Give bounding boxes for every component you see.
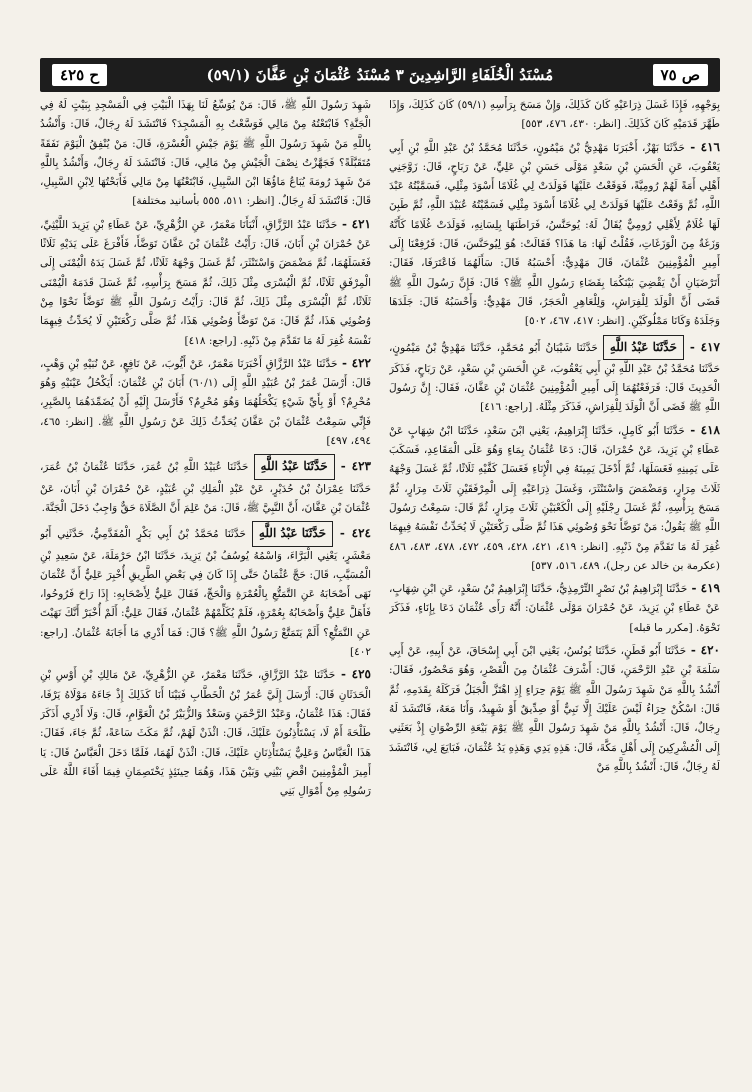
hadith-paragraph bbox=[40, 215, 371, 351]
page-header bbox=[40, 58, 720, 92]
hadith-heading-box: حَدَّثَنَا عَبْدُ اللَّهِ bbox=[603, 335, 684, 360]
hadith-text: حَدَّثَنَا مُحَمَّدُ بْنُ أَبِي بَكْرٍ الْمُقَدَّمِيُّ، حَدَّثَنِي أَبُو مَعْشَرٍ، يَعْنِي الْبَرَّاءَ، وَاسْمُهُ يُوسُفُ بْنُ يَزِيدَ، حَدَّثَنَا ابْنُ حَرْمَلَةَ، عَنْ سَعِيدِ بْنِ الْمُسَيَّبِ، قَالَ: حَجَّ عُثْمَانُ حَتَّى إِذَا كَانَ فِي بَعْضِ الطَّرِيقِ أُخْبِرَ عَلِيٌّ أَنَّ عُثْمَانَ نَهَى أَصْحَابَهُ عَنِ التَّمَتُّعِ بِالْعُمْرَةِ وَالْحَجِّ، فَقَالَ عَلِيٌّ لِأَصْحَابِهِ: إِذَا رَاحَ فَرُوحُوا، فَأَهَلَّ عَلِيٌّ وَأَصْحَابُهُ بِعُمْرَةٍ، فَلَمْ يُكَلِّمْهُمْ عُثْمَانُ، فَقَالَ عَلِيٌّ: أَلَمْ أُخْبَرْ أَنَّكَ نَهَيْتَ عَنِ التَّمَتُّعِ؟ أَلَمْ يَتَمَتَّعْ رَسُولُ اللَّهِ ﷺ؟ قَالَ: فَمَا أَدْرِي مَا أَجَابَهُ عُثْمَانُ. [راجع: ٤٠٢] bbox=[40, 528, 371, 659]
hadith-number: ٤٢١ - bbox=[337, 216, 371, 231]
hadith-paragraph bbox=[40, 665, 371, 801]
hadith-range-left: ح ٤٢٥ bbox=[52, 64, 107, 86]
hadith-paragraph bbox=[40, 96, 371, 212]
hadith-text: حَدَّثَنَا عُبَيْدُ اللَّهِ بْنُ عُمَرَ، حَدَّثَنَا عُثْمَانُ بْنُ عُمَرَ، حَدَّثَنَا عِمْرَانُ بْنُ حُدَيْرٍ، عَنْ عَبْدِ الْمَلِكِ بْنِ عُبَيْدٍ، عَنْ حُمْرَانَ بْنِ أَبَانَ، عَنْ عُثْمَانَ بْنِ عَفَّانَ، أَنَّ النَّبِيَّ ﷺ، قَالَ: مَنْ عَلِمَ أَنَّ الصَّلَاةَ حَقٌّ وَاجِبٌ دَخَلَ الْجَنَّةَ. bbox=[40, 461, 371, 514]
hadith-paragraph bbox=[389, 335, 720, 418]
hadith-number: ٤١٧ - bbox=[683, 339, 720, 354]
hadith-heading-box: حَدَّثَنَا عَبْدُ اللَّهِ bbox=[252, 521, 333, 546]
hadith-number: ٤٢٣ - bbox=[334, 459, 371, 474]
hadith-text: حَدَّثَنَا إِبْرَاهِيمُ بْنُ نَصْرٍ التِّرْمِذِيُّ، حَدَّثَنَا إِبْرَاهِيمُ بْنُ سَعْدٍ، عَنِ ابْنِ شِهَابٍ، عَنْ عَطَاءِ بْنِ يَزِيدَ، عَنْ حُمْرَانَ مَوْلَى عُثْمَانَ: أَنَّهُ رَأَى عُثْمَانَ دَعَا بِإِنَاءٍ، فَذَكَرَ نَحْوَهُ. [مكرر ما قبله] bbox=[389, 583, 720, 634]
hadith-number: ٤١٦ - bbox=[684, 139, 720, 154]
hadith-text: شَهِدَ رَسُولَ اللَّهِ ﷺ، قَالَ: مَنْ يُوَسِّعُ لَنَا بِهَذَا الْبَيْتِ فِي الْمَسْجِدِ بِبَيْتٍ لَهُ فِي الْجَنَّةِ؟ فَابْتَعْتُهُ مِنْ مَالِي فَوَسَّعْتُ بِهِ الْمَسْجِدَ؟ فَانْتَشَدَ لَهُ رِجَالٌ، قَالَ: وَأَنْشُدُ بِاللَّهِ مَنْ شَهِدَ رَسُولَ اللَّهِ ﷺ يَوْمَ جَيْشِ الْعُسْرَةِ، قَالَ: مَنْ يُنْفِقُ الْيَوْمَ نَفَقَةً مُتَقَبَّلَةً؟ فَجَهَّزْتُ نِصْفَ الْجَيْشِ مِنْ مَالِي، قَالَ: فَانْتَشَدَ لَهُ رِجَالٌ، وَأَنْشُدُ بِاللَّهِ مَنْ شَهِدَ رُومَةَ يُبَاعُ مَاؤُهَا ابْنَ السَّبِيلِ، فَابْتَعْتُهَا مِنْ مَالِي فَأَبَحْتُهَا لِابْنِ السَّبِيلِ، قَالَ: فَانْتَشَدَ لَهُ رِجَالٌ. [انظر: ٥١١، ٥٥٥ بأسانيد مختلفة] bbox=[40, 99, 371, 208]
hadith-number: ٤٢٤ - bbox=[333, 526, 371, 541]
hadith-paragraph bbox=[389, 579, 720, 638]
hadith-text: حَدَّثَنَا عَبْدُ الرَّزَّاقِ، حَدَّثَنَا مَعْمَرٌ، عَنِ الزُّهْرِيِّ، عَنْ مَالِكِ بْنِ أَوْسِ بْنِ الْحَدَثَانِ قَالَ: أَرْسَلَ إِلَيَّ عُمَرُ بْنُ الْخَطَّابِ فَبَيْنَا أَنَا كَذَلِكَ إِذْ جَاءَهُ مَوْلَاهُ يَرْفَا، فَقَالَ: هَذَا عُثْمَانُ، وَعَبْدُ الرَّحْمَنِ وَسَعْدٌ وَالزُّبَيْرُ بْنُ الْعَوَّامِ، قَالَ: وَلَا أَدْرِي أَذَكَرَ طَلْحَةَ أَمْ لَا، يَسْتَأْذِنُونَ عَلَيْكَ، قَالَ: ائْذَنْ لَهُمْ، ثُمَّ مَكَثَ سَاعَةً، ثُمَّ جَاءَ، فَقَالَ: هَذَا الْعَبَّاسُ وَعَلِيٌّ يَسْتَأْذِنَانِ عَلَيْكَ، قَالَ: ائْذَنْ لَهُمَا، فَلَمَّا دَخَلَ الْعَبَّاسُ قَالَ: يَا أَمِيرَ الْمُؤْمِنِينَ اقْضِ بَيْنِي وَبَيْنَ هَذَا، وَهُمَا حِينَئِذٍ يَخْتَصِمَانِ فِيمَا أَفَاءَ اللَّهُ عَلَى رَسُولِهِ مِنْ أَمْوَالِ بَنِي bbox=[40, 669, 371, 798]
hadith-text: حَدَّثَنَا أَبُو قَطَنٍ، حَدَّثَنَا يُونُسُ، يَعْنِي ابْنَ أَبِي إِسْحَاقَ، عَنْ أَبِيهِ، عَنْ أَبِي سَلَمَةَ بْنِ عَبْدِ الرَّحْمَنِ، قَالَ: أَشْرَفَ عُثْمَانُ مِنَ الْقَصْرِ، وَهُوَ مَحْصُورٌ، فَقَالَ: أَنْشُدُ بِاللَّهِ مَنْ شَهِدَ رَسُولَ اللَّهِ ﷺ يَوْمَ حِرَاءٍ إِذِ اهْتَزَّ الْجَبَلُ فَرَكَلَهُ بِقَدَمِهِ، ثُمَّ قَالَ: اسْكُنْ حِرَاءُ لَيْسَ عَلَيْكَ إِلَّا نَبِيٌّ أَوْ صِدِّيقٌ أَوْ شَهِيدٌ، وَأَنَا مَعَهُ، فَانْتَشَدَ لَهُ رِجَالٌ، قَالَ: أَنْشُدُ بِاللَّهِ مَنْ شَهِدَ رَسُولَ اللَّهِ ﷺ يَوْمَ بَيْعَةِ الرِّضْوَانِ إِذْ بَعَثَنِي إِلَى الْمُشْرِكِينَ إِلَى أَهْلِ مَكَّةَ، قَالَ: هَذِهِ يَدِي وَهَذِهِ يَدُ عُثْمَانَ، فَبَايَعَ لِي، فَانْتَشَدَ لَهُ رِجَالٌ، قَالَ: أَنْشُدُ بِاللَّهِ مَنْ bbox=[389, 645, 720, 773]
hadith-text: حَدَّثَنَا عَبْدُ الرَّزَّاقِ، أَنْبَأَنَا مَعْمَرٌ، عَنِ الزُّهْرِيِّ، عَنْ عَطَاءِ بْنِ يَزِيدَ اللَّيْثِيِّ، عَنْ حُمْرَانَ بْنِ أَبَانَ، قَالَ: رَأَيْتُ عُثْمَانَ بْنَ عَفَّانَ تَوَضَّأَ، فَأَفْرَغَ عَلَى يَدَيْهِ ثَلَاثًا فَغَسَلَهُمَا، ثُمَّ مَضْمَضَ وَاسْتَنْثَرَ، ثُمَّ غَسَلَ وَجْهَهُ ثَلَاثًا، ثُمَّ غَسَلَ يَدَهُ الْيُمْنَى إِلَى الْمِرْفَقِ ثَلَاثًا، ثُمَّ الْيُسْرَى مِثْلَ ذَلِكَ، ثُمَّ مَسَحَ بِرَأْسِهِ، ثُمَّ غَسَلَ قَدَمَهُ الْيُمْنَى ثَلَاثًا، ثُمَّ الْيُسْرَى مِثْلَ ذَلِكَ، ثُمَّ قَالَ: رَأَيْتُ رَسُولَ اللَّهِ ﷺ تَوَضَّأَ نَحْوًا مِنْ وُضُوئِي هَذَا، ثُمَّ قَالَ: مَنْ تَوَضَّأَ وُضُوئِي هَذَا، ثُمَّ صَلَّى رَكْعَتَيْنِ لَا يُحَدِّثُ فِيهِمَا نَفْسَهُ غُفِرَ لَهُ مَا تَقَدَّمَ مِنْ ذَنْبِهِ. [راجع: ٤١٨] bbox=[40, 218, 371, 347]
hadith-paragraph bbox=[40, 521, 371, 662]
hadith-text: حَدَّثَنَا بَهْزٌ، أَخْبَرَنَا مَهْدِيُّ بْنُ مَيْمُونٍ، حَدَّثَنَا مُحَمَّدُ بْنُ عَبْدِ اللَّهِ بْنِ أَبِي يَعْقُوبَ، عَنِ الْحَسَنِ بْنِ سَعْدٍ مَوْلَى حَسَنِ بْنِ عَلِيٍّ، عَنْ رَبَاحٍ، قَالَ: زَوَّجَنِي أَهْلِي أَمَةً لَهُمْ رُومِيَّةً، فَوَقَعْتُ عَلَيْهَا فَوَلَدَتْ لِي غُلَامًا أَسْوَدَ مِثْلِي، فَسَمَّيْتُهُ عَبْدَ اللَّهِ، ثُمَّ وَقَعْتُ عَلَيْهَا فَوَلَدَتْ لِي غُلَامًا أَسْوَدَ مِثْلِي فَسَمَّيْتُهُ عُبَيْدَ اللَّهِ، ثُمَّ طَبِنَ لَهَا غُلَامٌ لِأَهْلِي رُومِيٌّ يُقَالُ لَهُ: يُوحَنَّسُ، فَرَاطَنَهَا بِلِسَانِهِ، فَوَلَدَتْ غُلَامًا كَأَنَّهُ وَزَغَةٌ مِنَ الْوَزَغَاتِ، فَقُلْتُ لَهَا: مَا هَذَا؟ فَقَالَتْ: هُوَ لِيُوحَنَّسَ، قَالَ: فَرُفِعْنَا إِلَى أَمِيرِ الْمُؤْمِنِينَ عُثْمَانَ، قَالَ مَهْدِيٌّ: أَحْسَبُهُ قَالَ: سَأَلَهُمَا فَاعْتَرَفَا، فَقَالَ: أَتَرْضَيَانِ أَنْ يَقْضِيَ بَيْنَكُمَا بِقَضَاءِ رَسُولِ اللَّهِ ﷺ؟ قَالَ: فَإِنَّ رَسُولَ اللَّهِ ﷺ قَضَى أَنَّ الْوَلَدَ لِلْفِرَاشِ، وَلِلْعَاهِرِ الْحَجَرُ، قَالَ مَهْدِيٌّ: وَأَحْسَبُهُ قَالَ: جَلَدَهَا وَجَلَدَهُ وَكَانَا مَمْلُوكَيْنِ. [انظر: ٤١٧، ٤٦٧، ٥٠٢] bbox=[389, 141, 720, 328]
hadith-paragraph bbox=[40, 454, 371, 518]
hadith-heading-box: حَدَّثَنَا عَبْدُ اللَّهِ bbox=[254, 454, 335, 479]
hadith-paragraph bbox=[389, 96, 720, 135]
page-number-right: ص ٧٥ bbox=[653, 64, 708, 86]
running-title: مُسْنَدُ الْخُلَفَاءِ الرَّاشِدِينَ ٣ مُسْنَدُ عُثْمَانَ بْنِ عَفَّانَ (٥٩/١) bbox=[206, 66, 554, 84]
left-column bbox=[40, 96, 371, 1086]
hadith-number: ٤٢٥ - bbox=[335, 667, 371, 682]
hadith-text: بِوَجْهِهِ، فَإِذَا غَسَلَ ذِرَاعَيْهِ كَانَ كَذَلِكَ، وَإِنْ مَسَحَ بِرَأْسِهِ (٥٩/١) كَانَ كَذَلِكَ، وَإِذَا طَهَّرَ قَدَمَيْهِ كَانَ كَذَلِكَ. [انظر: ٤٣٠، ٤٧٦، ٥٥٣] bbox=[389, 99, 720, 131]
hadith-paragraph bbox=[389, 421, 720, 576]
hadith-number: ٤٢٢ - bbox=[337, 355, 371, 370]
hadith-text: حَدَّثَنَا عَبْدُ الرَّزَّاقِ أَخْبَرَنَا مَعْمَرٌ، عَنْ أَيُّوبَ، عَنْ نَافِعٍ، عَنْ نُبَيْهِ بْنِ وَهْبٍ، قَالَ: أَرْسَلَ عُمَرُ بْنُ عُبَيْدِ اللَّهِ إِلَى (٦٠/١) أَبَانَ بْنِ عُثْمَانَ: أَيَكْحُلُ عَيْنَيْهِ وَهُوَ مُحْرِمٌ؟ أَوْ بِأَيِّ شَيْءٍ يَكْحَلُهُمَا وَهُوَ مُحْرِمٌ؟ فَأَرْسَلَ إِلَيْهِ أَنْ يُضَمِّدَهُمَا بِالصَّبِرِ، فَإِنِّي سَمِعْتُ عُثْمَانَ بْنَ عَفَّانَ يُحَدِّثُ ذَلِكَ عَنْ رَسُولِ اللَّهِ ﷺ. [انظر: ٤٦٥، ٤٩٤، ٤٩٧] bbox=[40, 357, 371, 448]
right-column bbox=[389, 96, 720, 1086]
hadith-number: ٤٢٠ - bbox=[686, 643, 720, 658]
hadith-text: حَدَّثَنَا شَيْبَانُ أَبُو مُحَمَّدٍ، حَدَّثَنَا مَهْدِيُّ بْنُ مَيْمُونٍ، حَدَّثَنَا مُحَمَّدُ بْنُ عَبْدِ اللَّهِ بْنِ أَبِي يَعْقُوبَ، عَنِ الْحَسَنِ بْنِ سَعْدٍ، عَنْ رَبَاحٍ، فَذَكَرَ الْحَدِيثَ قَالَ: فَرَفَعْتُهُمَا إِلَى أَمِيرِ الْمُؤْمِنِينَ عُثْمَانَ بْنِ عَفَّانَ، فَقَالَ: إِنَّ رَسُولَ اللَّهِ ﷺ قَضَى أَنَّ الْوَلَدَ لِلْفِرَاشِ، فَذَكَرَ مِثْلَهُ. [راجع: ٤١٦] bbox=[389, 341, 720, 414]
hadith-paragraph bbox=[389, 138, 720, 332]
hadith-paragraph bbox=[40, 354, 371, 451]
hadith-number: ٤١٨ - bbox=[684, 422, 720, 437]
hadith-number: ٤١٩ - bbox=[687, 581, 720, 596]
text-columns bbox=[40, 96, 720, 1086]
hadith-paragraph bbox=[389, 641, 720, 777]
hadith-text: حَدَّثَنَا أَبُو كَامِلٍ، حَدَّثَنَا إِبْرَاهِيمُ، يَعْنِي ابْنَ سَعْدٍ، حَدَّثَنَا ابْنُ شِهَابٍ عَنْ عَطَاءِ بْنِ يَزِيدَ، عَنْ حُمْرَانَ، قَالَ: دَعَا عُثْمَانُ بِمَاءٍ وَهُوَ عَلَى الْمَقَاعِدِ، فَسَكَبَ عَلَى يَمِينِهِ فَغَسَلَهَا، ثُمَّ أَدْخَلَ يَمِينَهُ فِي الْإِنَاءِ فَغَسَلَ كَفَّيْهِ ثَلَاثًا، ثُمَّ غَسَلَ وَجْهَهُ ثَلَاثَ مِرَارٍ، وَمَضْمَضَ وَاسْتَنْثَرَ، وَغَسَلَ ذِرَاعَيْهِ إِلَى الْمِرْفَقَيْنِ ثَلَاثَ مِرَارٍ، ثُمَّ مَسَحَ بِرَأْسِهِ، ثُمَّ غَسَلَ رِجْلَيْهِ إِلَى الْكَعْبَيْنِ ثَلَاثَ مِرَارٍ، ثُمَّ قَالَ: سَمِعْتُ رَسُولَ اللَّهِ ﷺ يَقُولُ: مَنْ تَوَضَّأَ نَحْوَ وُضُوئِي هَذَا ثُمَّ صَلَّى رَكْعَتَيْنِ لَا يُحَدِّثُ نَفْسَهُ فِيهِمَا غُفِرَ لَهُ مَا تَقَدَّمَ مِنْ ذَنْبِهِ. [انظر: ٤١٩، ٤٢١، ٤٢٨، ٤٥٩، ٤٧٢، ٤٧٨، ٤٨٣، ٤٨٦ (عكرمة بن خالد عن رجل)، ٤٨٩، ٥١٦، ٥٣٧] bbox=[389, 424, 720, 572]
